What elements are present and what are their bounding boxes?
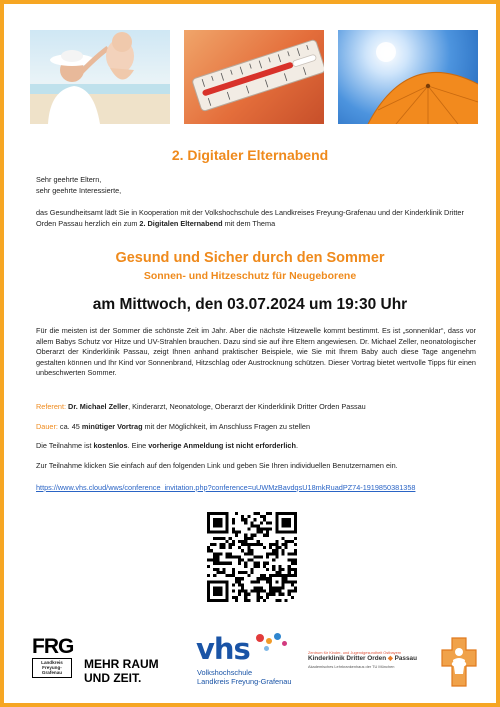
greeting: [36, 174, 121, 196]
frg-line-1: Landkreis: [41, 660, 63, 665]
frg-logo: [32, 636, 76, 688]
conference-link[interactable]: https://www.vhs.cloud/wws/conference_invitation.php?conference=uUWMzBavdqsU18mkRuadPZ74-1919850381358: [36, 483, 416, 492]
mother-baby-photo: [30, 30, 170, 124]
intro-bold: 2. Digitalen Elternabend: [139, 218, 223, 228]
intro-paragraph: [36, 208, 476, 229]
vhs-dot-red-icon: [256, 634, 264, 642]
greeting-line-1: Sehr geehrte Eltern,: [36, 175, 102, 184]
vhs-dot-blue-icon: [274, 633, 281, 640]
intro-text: das Gesundheitsamt lädt Sie in Kooperation mit der Volkshochschule des Landkreises Freyung-Grafenau und der Kinderklinik Dritter Orden Passau herzlich ein zum: [36, 208, 464, 228]
intro-tail: mit dem Thema: [222, 218, 276, 228]
kinderklinik-cross-icon: [440, 636, 478, 688]
duration-bold: minütiger Vortrag: [81, 422, 143, 431]
duration-rest: mit der Möglichkeit, im Anschluss Fragen zu stellen: [142, 422, 311, 431]
vhs-line-2: Landkreis Freyung-Grafenau: [197, 677, 292, 686]
duration-pre: ca. 45: [57, 422, 82, 431]
frg-logo-text: FRG: [32, 635, 74, 658]
referent-key: Referent:: [36, 402, 67, 411]
topic-title: Gesund und Sicher durch den Sommer: [115, 250, 385, 266]
participation-bold-1: kostenlos: [93, 441, 128, 450]
duration-line: [36, 422, 476, 433]
duration-key: Dauer:: [36, 422, 58, 431]
slogan-line-1: MEHR RAUM: [84, 657, 159, 671]
instruction-line: Zur Teilnahme klicken Sie einfach auf den folgenden Link und geben Sie Ihren individuellen Benutzernamen ein.: [36, 461, 398, 470]
frg-line-2: Freyung-: [42, 665, 62, 671]
vhs-dot-orange-icon: [266, 638, 272, 644]
greeting-line-2: sehr geehrte Interessierte,: [36, 186, 122, 195]
thermometer-photo: [184, 30, 324, 124]
kinderklinik-footer: Akademisches Lehrkrankenhaus der TU München: [308, 663, 395, 669]
referent-rest: , Kinderarzt, Neonatologe, Oberarzt der Kinderklinik Dritter Orden Passau: [128, 402, 366, 411]
referent-name: Dr. Michael Zeller: [68, 402, 129, 411]
participation-pre: Die Teilnahme ist: [36, 441, 94, 450]
kinderklinik-name: [308, 655, 438, 664]
event-date: am Mittwoch, den 03.07.2024 um 19:30 Uhr: [92, 296, 408, 313]
vhs-dot-lightblue-icon: [264, 646, 269, 651]
description-paragraph: Für die meisten ist der Sommer die schönste Zeit im Jahr. Aber die nächste Hitzewelle kommt bestimmt. Es ist „sonnenklar“, dass vor allem Babys Schutz vor Hitze und UV-Strahlen brauchen. Dazu sind sie auf ihre Eltern angewiesen. Dr. Michael Zeller, neonatologischer Oberarzt der Kinderklinik Passau, zeigt Ihnen anhand praktischer Beispiele, wie Sie mit Ihrem Baby auch diese Tage angenehm gestalten können und Ihr Kind vor Sonnenbrand, Hitzschlag oder Austrocknung schützen. Dieser Vortrag bietet wertvolle Tipps für einen unbeschwerten Sommer.: [36, 326, 476, 378]
umbrella-photo: [338, 30, 478, 124]
header-photos: [30, 30, 478, 124]
participation-mid: . Eine: [127, 441, 149, 450]
vhs-dot-pink-icon: [282, 641, 287, 646]
participation-line: [36, 441, 476, 452]
kinderklinik-name-1: Kinderklinik Dritter Orden: [308, 655, 387, 662]
kinderklinik-name-2: Passau: [394, 655, 417, 662]
topic-subtitle: Sonnen- und Hitzeschutz für Neugeborene: [143, 270, 357, 282]
diamond-icon: ◆: [386, 655, 395, 662]
participation-end: .: [295, 441, 298, 450]
slogan: [84, 657, 159, 685]
vhs-logo: [196, 632, 296, 692]
slogan-line-2: UND ZEIT.: [84, 671, 142, 685]
participation-bold-2: vorherige Anmeldung ist nicht erforderlich: [148, 441, 296, 450]
vhs-line-1: Volkshochschule: [197, 668, 253, 677]
frg-line-3: Grafenau: [41, 670, 63, 676]
frg-logo-box: [32, 658, 72, 678]
qr-code[interactable]: [207, 512, 297, 602]
vhs-wordmark: vhs: [196, 632, 250, 666]
kinderklinik-logo: [308, 650, 438, 669]
event-headline: 2. Digitaler Elternabend: [171, 147, 329, 163]
kinderklinik-subtitle: Zentrum für Kinder- und Jugendgesundheit Ostbayern: [308, 650, 402, 655]
referent-line: [36, 402, 476, 413]
